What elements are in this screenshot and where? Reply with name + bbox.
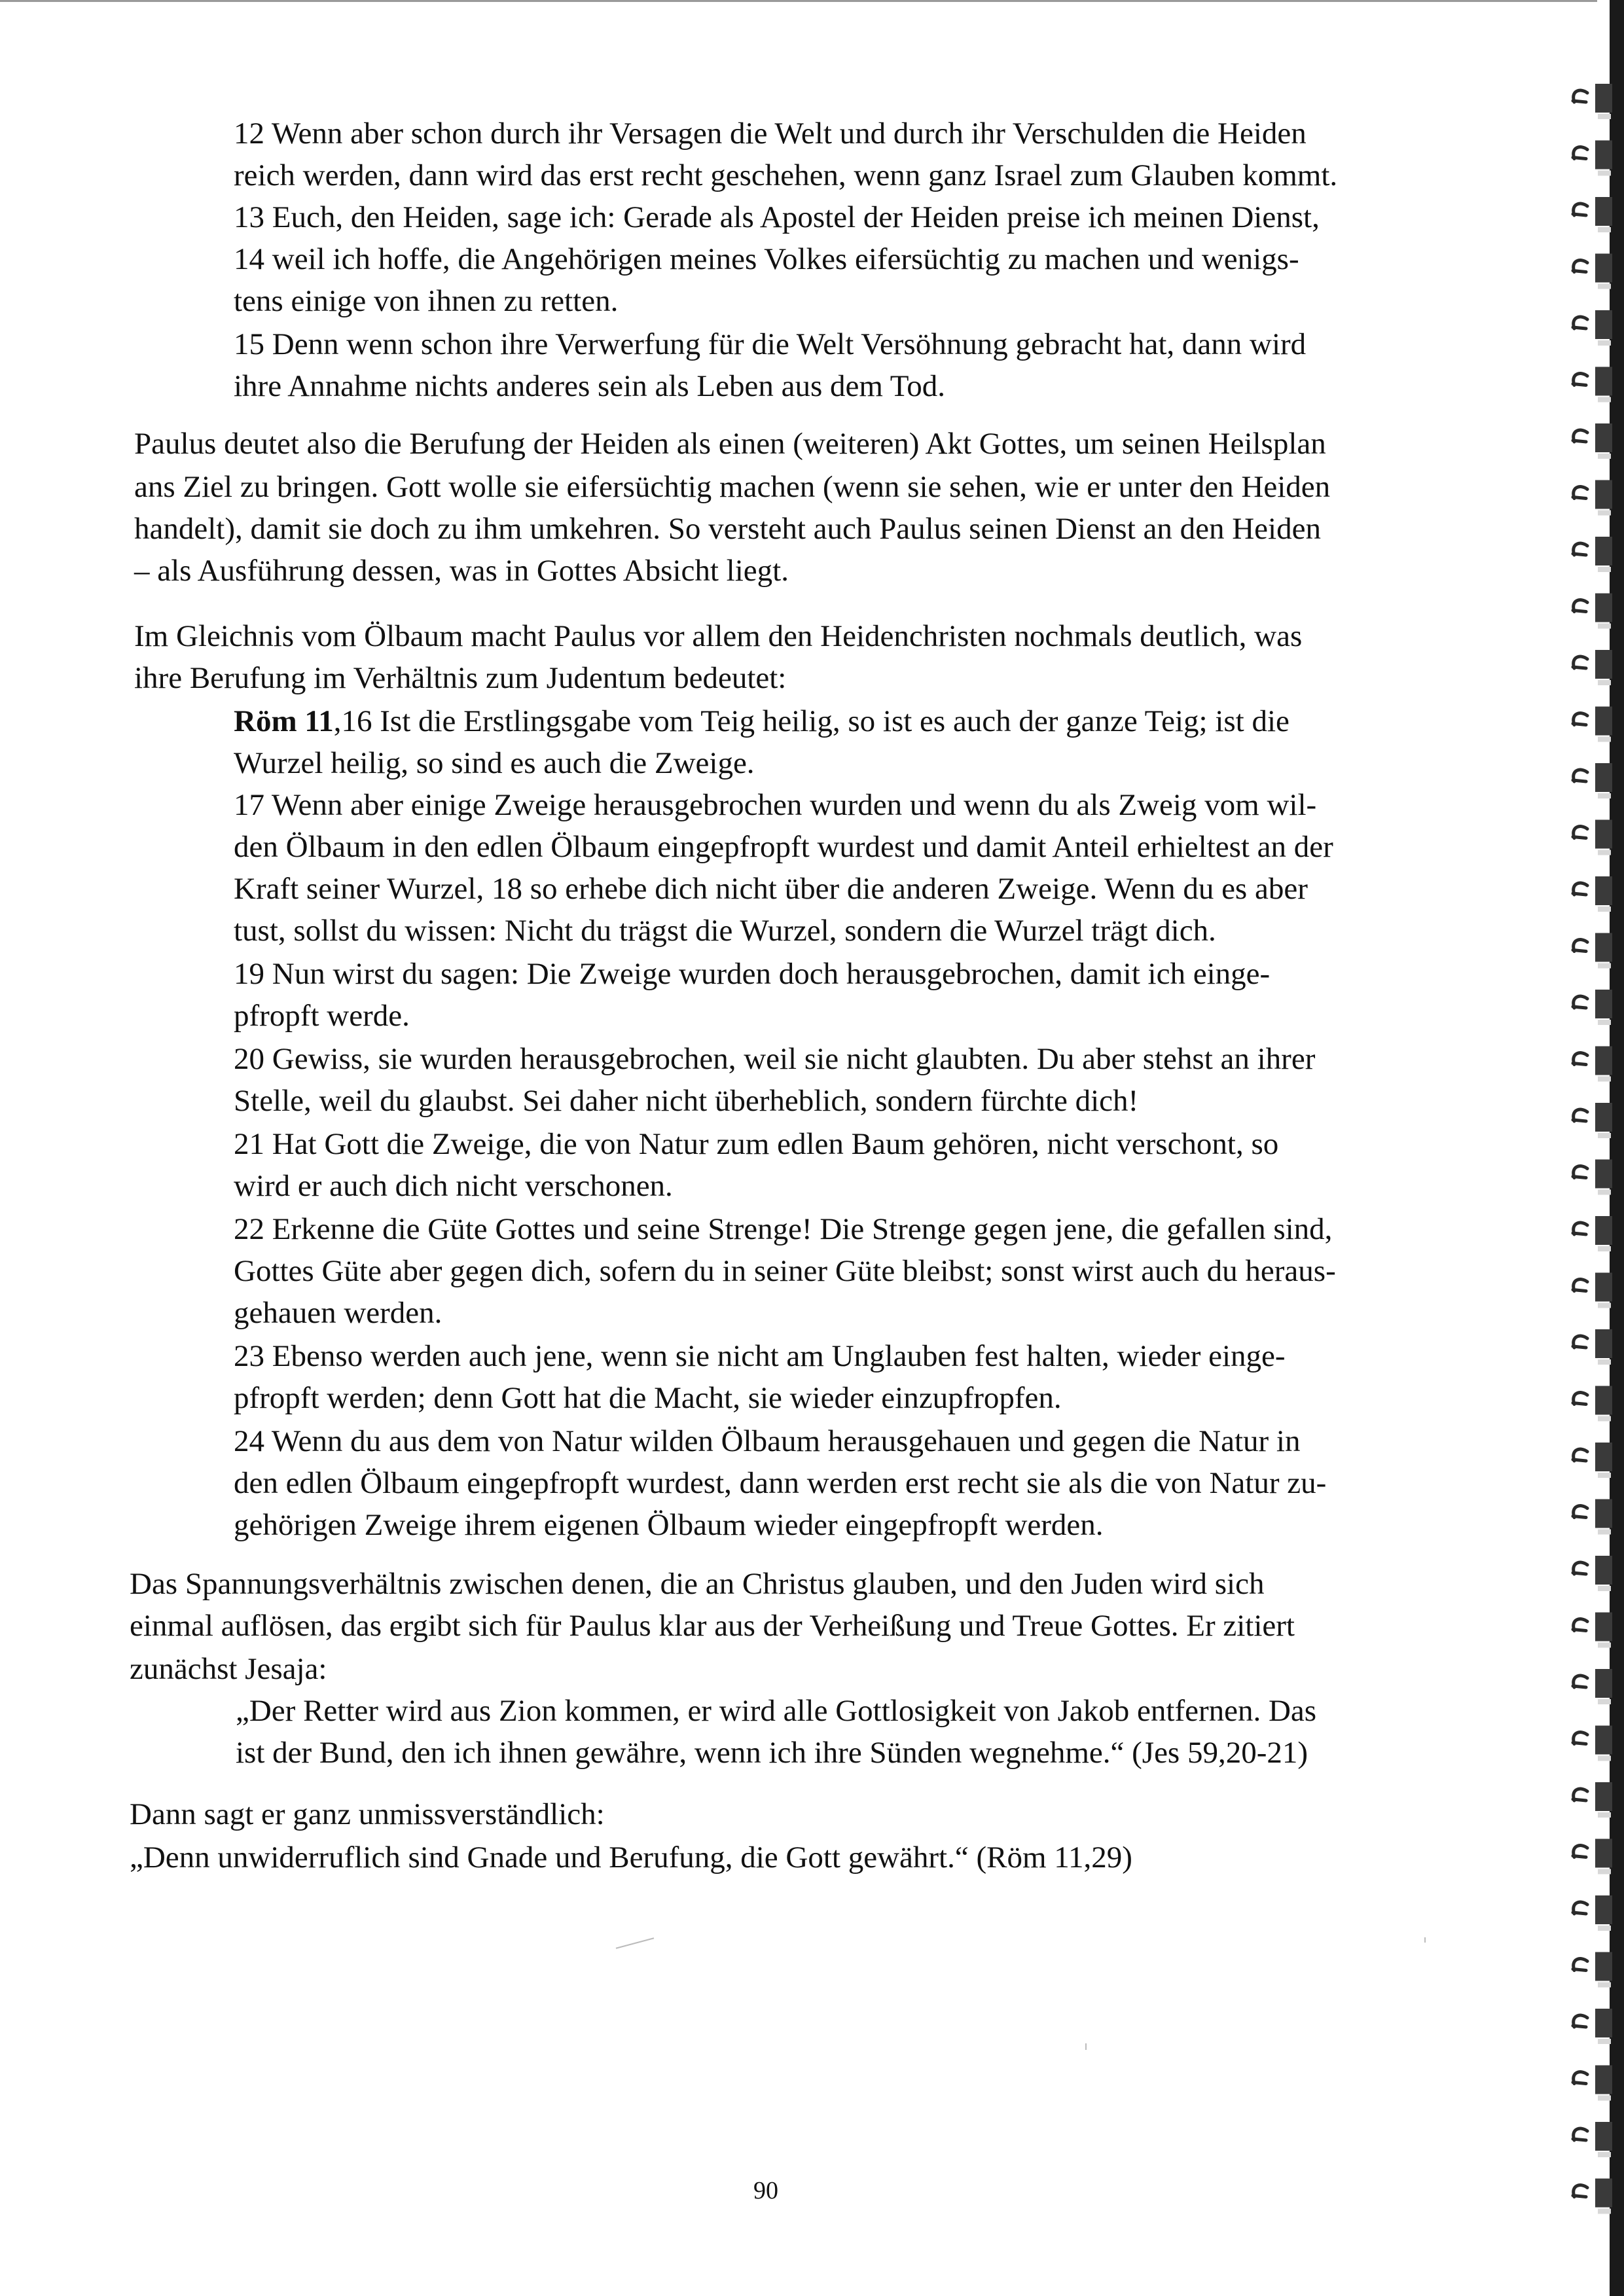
binding-gap <box>1598 1359 1611 1365</box>
binding-gap <box>1598 1246 1611 1251</box>
binding-wire <box>1595 367 1612 396</box>
binding-gap <box>1598 114 1611 119</box>
text-line: tens einige von ihnen zu retten. <box>234 284 619 318</box>
text-line: den edlen Ölbaum eingepfropft wurdest, dann werden erst recht sie als die von Natur zu- <box>234 1466 1327 1500</box>
binding-wire <box>1595 1669 1612 1698</box>
binding-ring <box>1573 1619 1587 1631</box>
binding-wire <box>1595 1047 1612 1075</box>
binding-ring <box>1573 2185 1587 2197</box>
text-line: handelt), damit sie doch zu ihm umkehren. So versteht auch Paulus seinen Dienst an den Heiden <box>134 512 1321 546</box>
text-line: pfropft werden; denn Gott hat die Macht, sie wieder einzupfropfen. <box>234 1381 1062 1415</box>
binding-gap <box>1598 1982 1611 1988</box>
binding-ring <box>1573 317 1587 329</box>
binding-graphic <box>1532 0 1624 2296</box>
binding-gap <box>1598 227 1611 232</box>
binding-gap <box>1598 511 1611 516</box>
text-line: zunächst Jesaja: <box>130 1652 327 1686</box>
binding-gap <box>1598 1077 1611 1082</box>
binding-wire <box>1595 1160 1612 1189</box>
binding-ring <box>1573 1393 1587 1405</box>
binding-ring <box>1573 827 1587 838</box>
binding-gap <box>1598 1473 1611 1478</box>
text-line: einmal auflösen, das ergibt sich für Paulus klar aus der Verheißung und Treue Gottes. Er zitiert <box>130 1609 1295 1643</box>
binding-wire <box>1595 1386 1612 1415</box>
text-line: 20 Gewiss, sie wurden herausgebrochen, weil sie nicht glaubten. Du aber stehst an ihrer <box>234 1042 1316 1076</box>
binding-gap <box>1598 1699 1611 1704</box>
binding-wire <box>1595 84 1612 113</box>
text-line: gehauen werden. <box>234 1296 442 1330</box>
binding-gap <box>1598 2096 1611 2101</box>
binding-wire <box>1595 1329 1612 1358</box>
binding-wire <box>1595 763 1612 792</box>
binding-wire <box>1595 1499 1612 1528</box>
binding-ring <box>1573 1449 1587 1461</box>
binding-ring <box>1573 374 1587 386</box>
binding-gap <box>1598 2039 1611 2044</box>
text-line: Stelle, weil du glaubst. Sei daher nicht überheblich, sondern fürchte dich! <box>234 1084 1139 1118</box>
binding-wire <box>1595 537 1612 565</box>
binding-ring <box>1573 996 1587 1008</box>
binding-ring <box>1573 90 1587 102</box>
scan-speck <box>1085 2043 1087 2050</box>
binding-ring <box>1573 1562 1587 1574</box>
binding-ring <box>1573 1506 1587 1518</box>
binding-ring <box>1573 430 1587 442</box>
binding-gap <box>1598 397 1611 403</box>
binding-gap <box>1598 2152 1611 2157</box>
binding-gap <box>1598 340 1611 346</box>
binding-wire <box>1595 480 1612 509</box>
binding-gap <box>1598 680 1611 685</box>
binding-ring <box>1573 487 1587 499</box>
binding-wire <box>1595 2122 1612 2151</box>
binding-ring <box>1573 260 1587 272</box>
scripture-reference: Röm 11 <box>234 704 334 738</box>
binding-ring <box>1573 1902 1587 1914</box>
binding-gap <box>1598 1756 1611 1761</box>
binding-gap <box>1598 1586 1611 1591</box>
binding-ring <box>1573 204 1587 215</box>
binding-wire <box>1595 707 1612 736</box>
binding-gap <box>1598 284 1611 289</box>
binding-wire <box>1595 1782 1612 1811</box>
binding-gap <box>1598 624 1611 629</box>
binding-gap <box>1598 171 1611 176</box>
binding-gap <box>1598 963 1611 969</box>
binding-wire <box>1595 650 1612 679</box>
binding-wire <box>1595 2179 1612 2208</box>
scan-top-edge <box>0 0 1597 2</box>
binding-ring <box>1573 2128 1587 2140</box>
binding-ring <box>1573 1280 1587 1291</box>
binding-gap <box>1598 1416 1611 1422</box>
text-line: ihre Annahme nichts anderes sein als Leben aus dem Tod. <box>234 369 945 403</box>
binding-gap <box>1598 737 1611 742</box>
binding-gap <box>1598 1926 1611 1931</box>
binding-ring <box>1573 1789 1587 1801</box>
text-line: 15 Denn wenn schon ihre Verwerfung für die Welt Versöhnung gebracht hat, dann wird <box>234 327 1307 361</box>
binding-wire <box>1595 820 1612 849</box>
binding-ring <box>1573 1336 1587 1348</box>
text-line: Gottes Güte aber gegen dich, sofern du in seiner Güte bleibst; sonst wirst auch du heraus- <box>234 1254 1336 1288</box>
binding-wire <box>1595 1216 1612 1245</box>
text-line: Das Spannungsverhältnis zwischen denen, die an Christus glauben, und den Juden wird sich <box>130 1567 1265 1601</box>
binding-ring <box>1573 883 1587 895</box>
text-line: Wurzel heilig, so sind es auch die Zweige. <box>234 746 755 780</box>
text-line: Kraft seiner Wurzel, 18 so erhebe dich nicht über die anderen Zweige. Wenn du es aber <box>234 872 1308 906</box>
text-line: 13 Euch, den Heiden, sage ich: Gerade als Apostel der Heiden preise ich meinen Dienst, <box>234 200 1320 234</box>
binding-ring <box>1573 1732 1587 1744</box>
binding-gap <box>1598 906 1611 912</box>
text-line: Dann sagt er ganz unmissverständlich: <box>130 1797 605 1831</box>
binding-ring <box>1573 1166 1587 1178</box>
binding-wire <box>1595 1613 1612 1641</box>
binding-ring <box>1573 713 1587 725</box>
binding-wire <box>1595 1556 1612 1585</box>
text-line: gehörigen Zweige ihrem eigenen Ölbaum wieder eingepfropft werden. <box>234 1508 1104 1542</box>
text-line: ist der Bund, den ich ihnen gewähre, wenn ich ihre Sünden wegnehme.“ (Jes 59,20-21) <box>236 1736 1308 1770</box>
binding-wire <box>1595 1443 1612 1471</box>
binding-ring <box>1573 770 1587 781</box>
binding-ring <box>1573 1109 1587 1121</box>
binding-wire <box>1595 2066 1612 2094</box>
binding-gap <box>1598 2209 1611 2214</box>
binding-gap <box>1598 1869 1611 1874</box>
binding-gap <box>1598 793 1611 798</box>
scan-speck <box>616 1937 654 1948</box>
binding-gap <box>1598 1303 1611 1308</box>
text-line: 22 Erkenne die Güte Gottes und seine Strenge! Die Strenge gegen jene, die gefallen sind, <box>234 1212 1333 1246</box>
binding-ring <box>1573 1053 1587 1065</box>
text-line: „Denn unwiderruflich sind Gnade und Berufung, die Gott gewährt.“ (Röm 11,29) <box>130 1840 1132 1874</box>
binding-wire <box>1595 197 1612 226</box>
binding-ring <box>1573 1223 1587 1234</box>
binding-ring <box>1573 147 1587 159</box>
binding-wire <box>1595 1103 1612 1132</box>
binding-gap <box>1598 1020 1611 1025</box>
text-line: den Ölbaum in den edlen Ölbaum eingepfropft wurdest und damit Anteil erhieltest an der <box>234 830 1333 864</box>
binding-wire <box>1595 1952 1612 1981</box>
text-line: 14 weil ich hoffe, die Angehörigen meines Volkes eifersüchtig zu machen und wenigs- <box>234 242 1299 276</box>
text-line: 19 Nun wirst du sagen: Die Zweige wurden doch herausgebrochen, damit ich einge- <box>234 957 1271 991</box>
binding-gap <box>1598 850 1611 855</box>
binding-wire <box>1595 990 1612 1018</box>
binding-wire <box>1595 933 1612 962</box>
binding-wire <box>1595 1726 1612 1755</box>
text-line: 21 Hat Gott die Zweige, die von Natur zum edlen Baum gehören, nicht verschont, so <box>234 1127 1279 1161</box>
binding-ring <box>1573 940 1587 952</box>
binding-gap <box>1598 1643 1611 1648</box>
binding-wire <box>1595 1839 1612 1868</box>
text-line: ans Ziel zu bringen. Gott wolle sie eifersüchtig machen (wenn sie sehen, wie er unter den Heiden <box>134 470 1331 504</box>
binding-ring <box>1573 1846 1587 1857</box>
binding-gap <box>1598 1530 1611 1535</box>
text-line: ihre Berufung im Verhältnis zum Judentum bedeutet: <box>134 661 787 695</box>
binding-ring <box>1573 2072 1587 2084</box>
binding-ring <box>1573 1676 1587 1687</box>
binding-ring <box>1573 543 1587 555</box>
text-line: reich werden, dann wird das erst recht geschehen, wenn ganz Israel zum Glauben kommt. <box>234 158 1338 192</box>
text-line: tust, sollst du wissen: Nicht du trägst die Wurzel, sondern die Wurzel trägt dich. <box>234 914 1216 948</box>
page-number: 90 <box>753 2177 778 2204</box>
binding-spine <box>1610 0 1624 2296</box>
binding-wire <box>1595 594 1612 622</box>
binding-wire <box>1595 423 1612 452</box>
spiral-binding <box>1532 0 1624 2296</box>
text-line: 12 Wenn aber schon durch ihr Versagen die Welt und durch ihr Verschulden die Heiden <box>234 117 1307 151</box>
binding-gap <box>1598 1190 1611 1195</box>
binding-wire <box>1595 1273 1612 1302</box>
binding-gap <box>1598 567 1611 572</box>
text-line: 23 Ebenso werden auch jene, wenn sie nicht am Unglauben fest halten, wieder einge- <box>234 1339 1286 1373</box>
binding-ring <box>1573 656 1587 668</box>
binding-ring <box>1573 1959 1587 1971</box>
text-line: 24 Wenn du aus dem von Natur wilden Ölbaum herausgehauen und gegen die Natur in <box>234 1424 1301 1458</box>
text-line: Röm 11,16 Ist die Erstlingsgabe vom Teig heilig, so ist es auch der ganze Teig; ist die <box>234 704 1290 738</box>
binding-wire <box>1595 876 1612 905</box>
binding-gap <box>1598 454 1611 459</box>
binding-gap <box>1598 1133 1611 1138</box>
text-line: – als Ausführung dessen, was in Gottes Absicht liegt. <box>134 554 789 588</box>
text-line: „Der Retter wird aus Zion kommen, er wird alle Gottlosigkeit von Jakob entfernen. Das <box>236 1694 1317 1728</box>
binding-wire <box>1595 2009 1612 2037</box>
binding-ring <box>1573 2015 1587 2027</box>
binding-wire <box>1595 141 1612 170</box>
binding-ring <box>1573 600 1587 612</box>
text-line: 17 Wenn aber einige Zweige herausgebrochen wurden und wenn du als Zweig vom wil- <box>234 788 1317 822</box>
binding-wire <box>1595 254 1612 283</box>
binding-wire <box>1595 1895 1612 1924</box>
binding-wire <box>1595 310 1612 339</box>
scan-speck <box>1424 1937 1426 1943</box>
binding-gap <box>1598 1812 1611 1818</box>
text-line: Paulus deutet also die Berufung der Heiden als einen (weiteren) Akt Gottes, um seinen Heilsplan <box>134 427 1326 461</box>
text-line: Im Gleichnis vom Ölbaum macht Paulus vor allem den Heidenchristen nochmals deutlich, was <box>134 619 1303 653</box>
text-line: wird er auch dich nicht verschonen. <box>234 1169 673 1203</box>
text-line: pfropft werde. <box>234 999 410 1033</box>
